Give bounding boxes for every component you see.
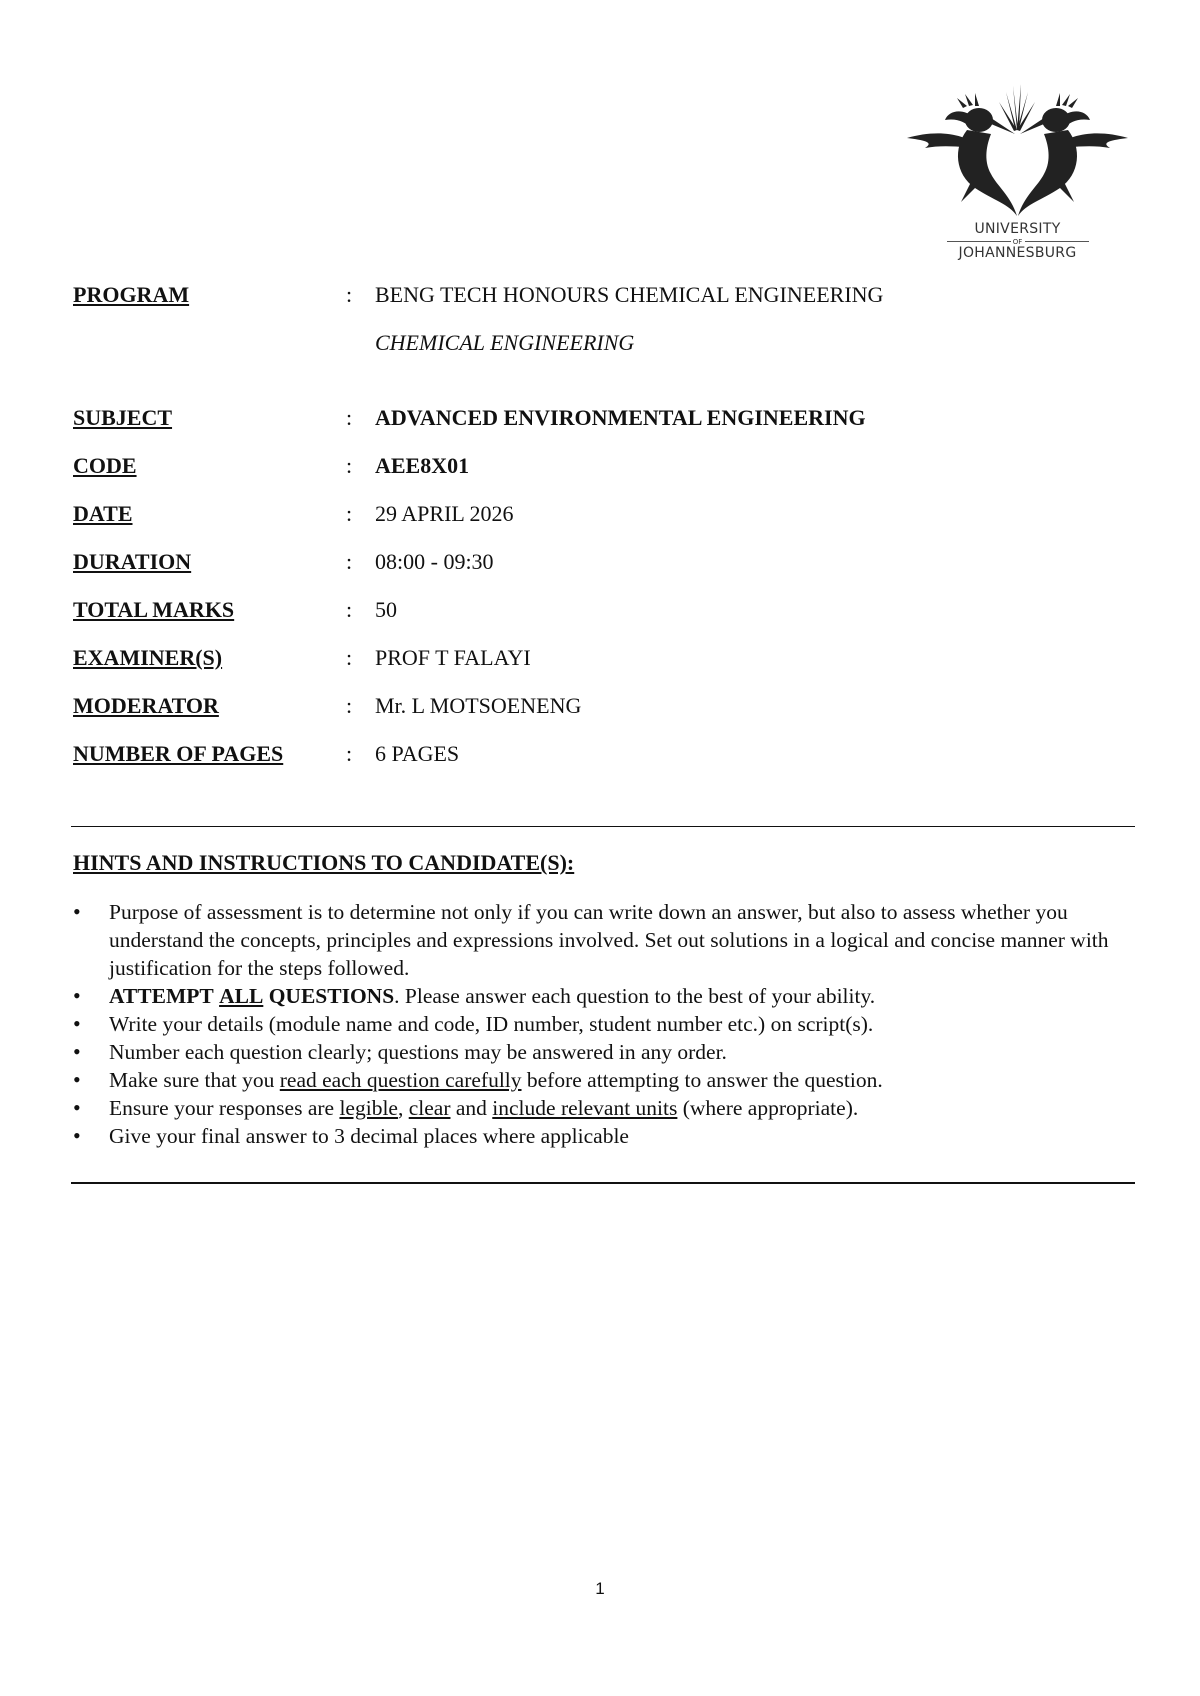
instruction-text: Give your final answer to 3 decimal places where applicable [109, 1124, 629, 1148]
list-item [73, 898, 1133, 982]
logo-divider-right [1025, 241, 1089, 242]
hoopoe-crest-icon [905, 78, 1130, 218]
instruction-text: , [397, 1096, 404, 1120]
colon: : [346, 405, 353, 430]
moderator-label: MODERATOR [73, 693, 219, 718]
duration-value: 08:00 - 09:30 [375, 549, 494, 574]
instruction-text: (where appropriate). [682, 1096, 859, 1120]
colon: : [346, 453, 353, 478]
subject-label: SUBJECT [73, 405, 173, 430]
list-item [73, 982, 1133, 1010]
subject-row [73, 405, 1133, 453]
instruction-text: and [455, 1096, 487, 1120]
program-label: PROGRAM [73, 282, 190, 307]
exam-details [73, 282, 1133, 789]
instructions-list [73, 898, 1133, 1150]
instruction-text: before attempting to answer the question. [526, 1068, 883, 1092]
total-marks-value: 50 [375, 597, 397, 622]
logo-johannesburg-text: JOHANNESBURG [958, 245, 1077, 261]
program-row-2 [73, 330, 1133, 405]
date-row [73, 501, 1133, 549]
instruction-text: . Please answer each question to the best of your ability. [394, 984, 876, 1008]
total-marks-label: TOTAL MARKS [73, 597, 235, 622]
colon: : [346, 282, 353, 307]
program-row [73, 282, 1133, 330]
university-logo [905, 78, 1130, 263]
duration-row [73, 549, 1133, 597]
program-value-2: CHEMICAL ENGINEERING [375, 330, 635, 355]
instruction-text: Purpose of assessment is to determine not only if you can write down an answer, but also to assess whether you understand the concepts, principles and expressions involved. Set out solutions in a logical and concise manner with justification for the steps followed. [109, 900, 1109, 980]
logo-of-text: OF [1012, 238, 1023, 246]
code-row [73, 453, 1133, 501]
instruction-text: ATTEMPT [109, 984, 214, 1008]
list-item [73, 1094, 1133, 1122]
instruction-emphasis: include relevant units [492, 1096, 678, 1120]
examiners-value: PROF T FALAYI [375, 645, 531, 670]
colon: : [346, 693, 353, 718]
duration-label: DURATION [73, 549, 192, 574]
instruction-text: Write your details (module name and code, ID number, student number etc.) on script(s). [109, 1012, 874, 1036]
instruction-emphasis: read each question carefully [279, 1068, 522, 1092]
list-item [73, 1010, 1133, 1038]
list-item [73, 1038, 1133, 1066]
moderator-value: Mr. L MOTSOENENG [375, 693, 582, 718]
list-item [73, 1122, 1133, 1150]
instruction-text: Make sure that you [109, 1068, 275, 1092]
instruction-text: Ensure your responses are [109, 1096, 335, 1120]
examiners-row [73, 645, 1133, 693]
program-value: BENG TECH HONOURS CHEMICAL ENGINEERING [375, 282, 884, 307]
code-value: AEE8X01 [375, 453, 470, 478]
pages-value: 6 PAGES [375, 741, 460, 766]
list-item [73, 1066, 1133, 1094]
instruction-text: Number each question clearly; questions may be answered in any order. [109, 1040, 727, 1064]
colon: : [346, 549, 353, 574]
colon: : [346, 597, 353, 622]
instruction-text: QUESTIONS [268, 984, 395, 1008]
instruction-emphasis: clear [408, 1096, 451, 1120]
subject-value: ADVANCED ENVIRONMENTAL ENGINEERING [375, 405, 866, 430]
total-marks-row [73, 597, 1133, 645]
page-number: 1 [595, 1579, 605, 1598]
colon: : [346, 741, 353, 766]
moderator-row [73, 693, 1133, 741]
colon: : [346, 645, 353, 670]
code-label: CODE [73, 453, 137, 478]
instruction-emphasis: ALL [219, 984, 264, 1008]
divider-bottom [71, 1182, 1135, 1184]
pages-label: NUMBER OF PAGES [73, 741, 284, 766]
logo-university-text: UNIVERSITY [974, 221, 1061, 237]
instruction-emphasis: legible [339, 1096, 398, 1120]
pages-row [73, 741, 1133, 789]
hints-title: HINTS AND INSTRUCTIONS TO CANDIDATE(S): [73, 850, 575, 875]
colon: : [346, 501, 353, 526]
date-value: 29 APRIL 2026 [375, 501, 514, 526]
examiners-label: EXAMINER(S) [73, 645, 223, 670]
divider-top [71, 826, 1135, 827]
date-label: DATE [73, 501, 133, 526]
